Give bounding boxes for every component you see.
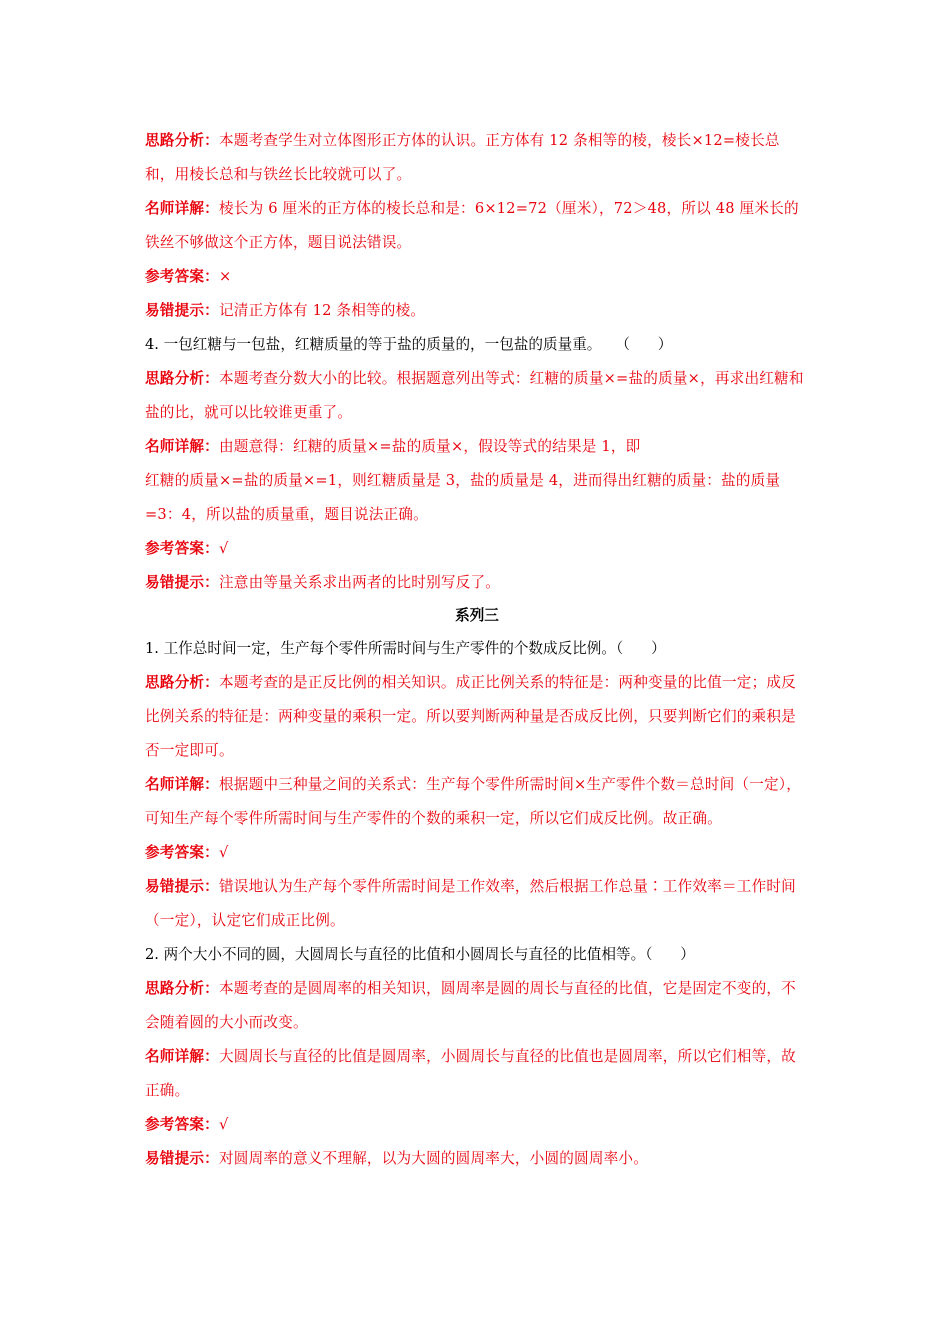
q4-analysis-text: 本题考查分数大小的比较。根据题意列出等式：红糖的质量×=盐的质量×，再求出红糖和盐的比，就可以比较谁更重了。 [145, 370, 804, 421]
s1-question [145, 632, 809, 666]
q4-tip-text: 注意由等量关系求出两者的比时别写反了。 [218, 574, 501, 591]
s2-question-text: 2. 两个大小不同的圆，大圆周长与直径的比值和小圆周长与直径的比值相等。 [145, 946, 646, 963]
s2-answer-blank: （ ） [645, 946, 695, 963]
s1-tip-text: 错误地认为生产每个零件所需时间是工作效率，然后根据工作总量∶工作效率＝工作时间（一定），认定它们成正比例。 [145, 878, 796, 929]
tip-label: 易错提示： [145, 574, 219, 591]
q4-question-text: 4. 一包红糖与一包盐，红糖质量的等于盐的质量的，一包盐的质量重。 [145, 336, 602, 353]
answer-label: 参考答案： [145, 540, 219, 557]
s1-explain [145, 768, 809, 836]
s2-answer [145, 1108, 809, 1142]
s1-analysis-text: 本题考查的是正反比例的相关知识。成正比例关系的特征是：两种变量的比值一定；成反比例关系的特征是：两种变量的乘积一定。所以要判断两种量是否成反比例，只要判断它们的乘积是否一定即可。 [145, 674, 796, 759]
q4-tip [145, 566, 809, 600]
q4-explain [145, 430, 809, 532]
analysis-label: 思路分析： [145, 132, 219, 149]
tip-label: 易错提示： [145, 1150, 219, 1167]
tip-label: 易错提示： [145, 878, 219, 895]
q4-analysis [145, 362, 809, 430]
answer-label: 参考答案： [145, 1116, 219, 1133]
analysis-label: 思路分析： [145, 980, 219, 997]
s2-tip [145, 1142, 809, 1176]
q4-question [145, 328, 809, 362]
s2-analysis [145, 972, 809, 1040]
q4-answer-text: √ [218, 540, 229, 557]
q3-answer [145, 260, 809, 294]
explain-label: 名师详解： [145, 200, 219, 217]
q4-explain-text-2: 红糖的质量×=盐的质量×=1，则红糖质量是 3，盐的质量是 4，进而得出红糖的质量：盐的质量=3：4，所以盐的质量重，题目说法正确。 [145, 472, 781, 523]
s1-tip [145, 870, 809, 938]
analysis-label: 思路分析： [145, 674, 219, 691]
explain-label: 名师详解： [145, 1048, 219, 1065]
q4-answer [145, 532, 809, 566]
s1-answer-blank: （ ） [615, 640, 666, 657]
q3-answer-text: × [218, 268, 232, 285]
explain-label: 名师详解： [145, 438, 219, 455]
document-page [145, 124, 809, 1176]
section-title: 系列三 [455, 607, 499, 624]
q3-tip [145, 294, 809, 328]
q3-explain-text: 棱长为 6 厘米的正方体的棱长总和是：6×12=72（厘米），72＞48，所以 48 厘米长的铁丝不够做这个正方体，题目说法错误。 [145, 200, 799, 251]
q3-analysis [145, 124, 809, 192]
s1-answer-text: √ [218, 844, 229, 861]
s1-answer [145, 836, 809, 870]
q3-analysis-text: 本题考查学生对立体图形正方体的认识。正方体有 12 条相等的棱，棱长×12=棱长总和，用棱长总和与铁丝长比较就可以了。 [145, 132, 780, 183]
analysis-label: 思路分析： [145, 370, 219, 387]
s2-analysis-text: 本题考查的是圆周率的相关知识，圆周率是圆的周长与直径的比值，它是固定不变的，不会随着圆的大小而改变。 [145, 980, 796, 1031]
s2-answer-text: √ [218, 1116, 229, 1133]
s1-analysis [145, 666, 809, 768]
s2-explain [145, 1040, 809, 1108]
q4-explain-text-1: 由题意得：红糖的质量×=盐的质量×，假设等式的结果是 1，即 [218, 438, 641, 455]
s1-question-text: 1. 工作总时间一定，生产每个零件所需时间与生产零件的个数成反比例。 [145, 640, 616, 657]
s2-question [145, 938, 809, 972]
s2-tip-text: 对圆周率的意义不理解，以为大圆的圆周率大，小圆的圆周率小。 [218, 1150, 649, 1167]
tip-label: 易错提示： [145, 302, 219, 319]
answer-label: 参考答案： [145, 844, 219, 861]
q4-answer-blank: （ ） [615, 336, 673, 353]
s1-explain-text: 根据题中三种量之间的关系式：生产每个零件所需时间×生产零件个数＝总时间（一定），可知生产每个零件所需时间与生产零件的个数的乘积一定，所以它们成反比例。故正确。 [145, 776, 802, 827]
q3-tip-text: 记清正方体有 12 条相等的棱。 [218, 302, 426, 319]
s2-explain-text: 大圆周长与直径的比值是圆周率，小圆周长与直径的比值也是圆周率，所以它们相等，故正确。 [145, 1048, 796, 1099]
answer-label: 参考答案： [145, 268, 219, 285]
q3-explain [145, 192, 809, 260]
explain-label: 名师详解： [145, 776, 219, 793]
